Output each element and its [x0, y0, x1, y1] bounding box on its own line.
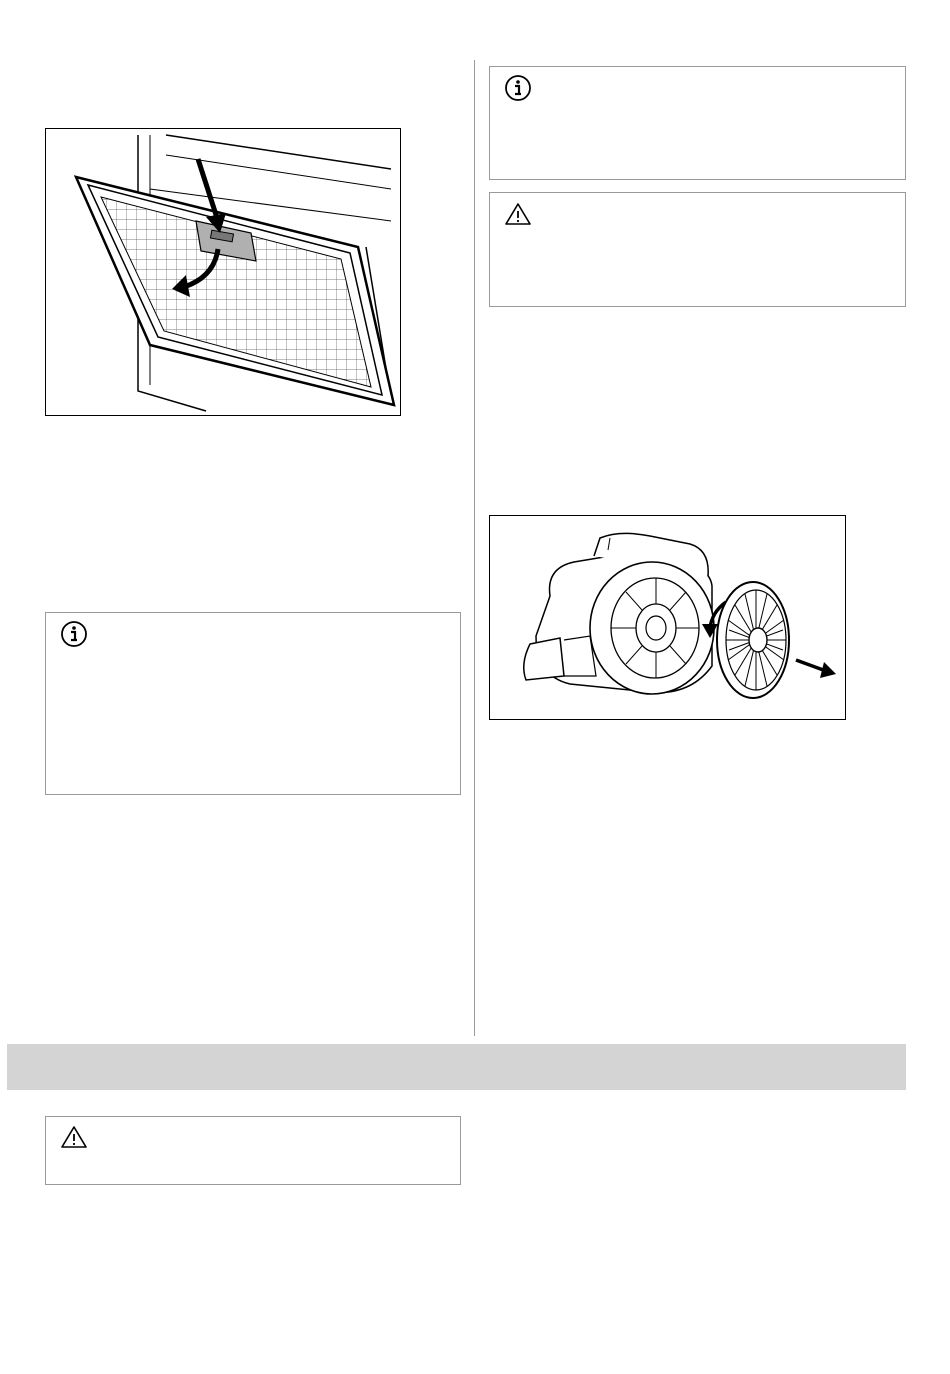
column-divider — [474, 60, 475, 1036]
grease-filter-removal-illustration — [46, 129, 400, 415]
carbon-filter-removal-illustration — [490, 516, 845, 719]
section-heading-bar — [7, 1044, 906, 1090]
info-icon — [60, 620, 88, 653]
carbon-filter-figure — [489, 515, 846, 720]
warning-note-box — [489, 192, 906, 307]
info-icon — [504, 74, 532, 107]
warning-icon — [504, 202, 532, 231]
grease-filter-figure — [45, 128, 401, 416]
warning-icon — [60, 1125, 88, 1154]
info-note-box — [489, 66, 906, 180]
warning-note-box — [45, 1116, 461, 1185]
info-note-box — [45, 612, 461, 795]
